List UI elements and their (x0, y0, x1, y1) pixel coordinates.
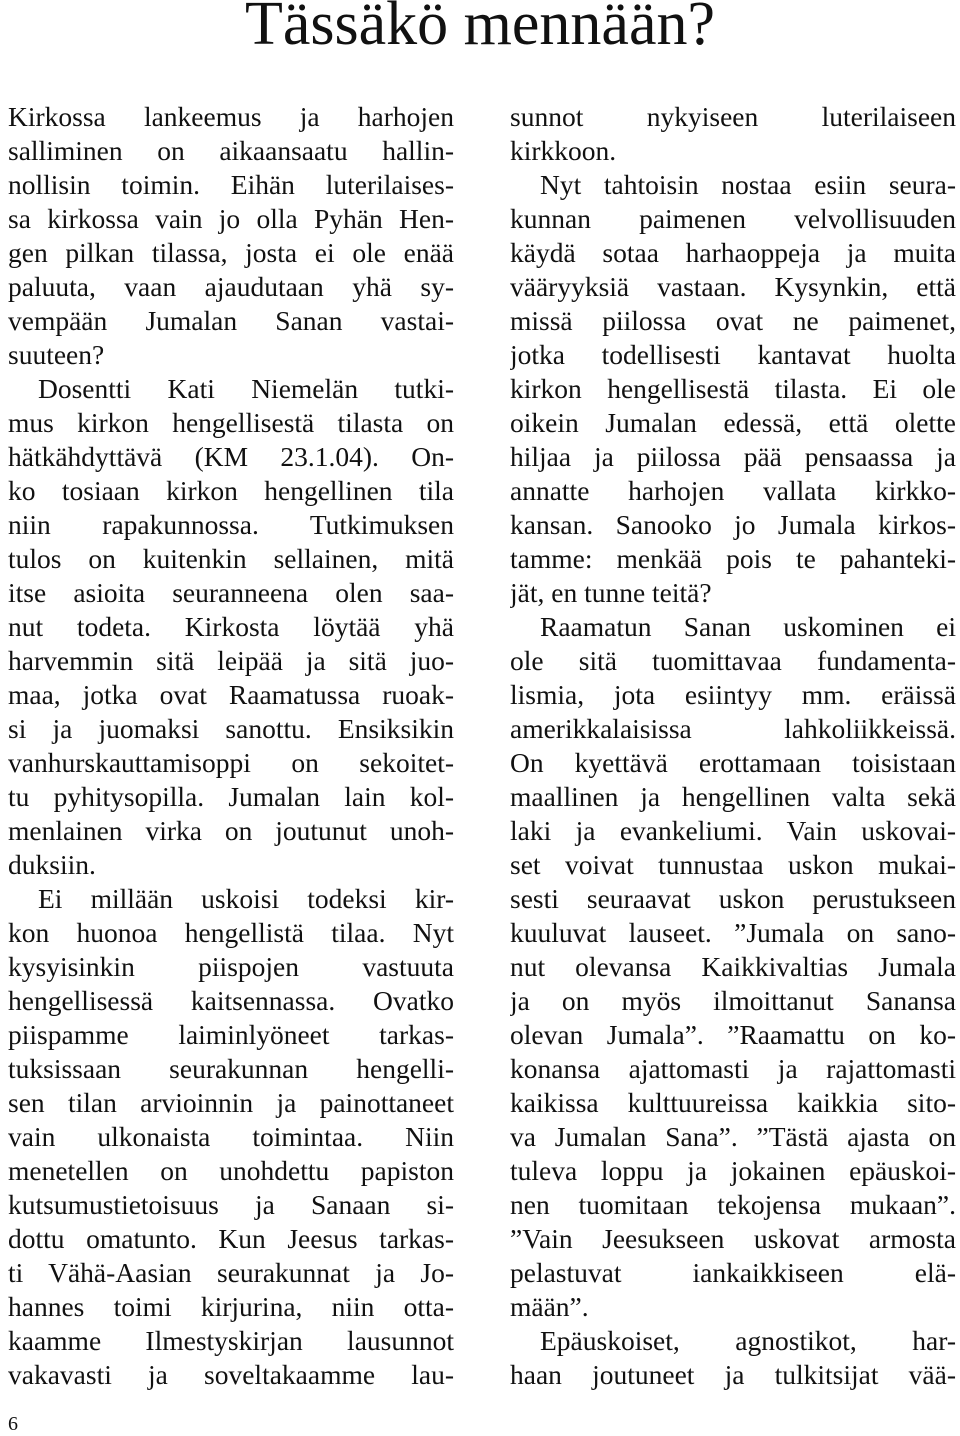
text-line: jotka todellisesti kantavat huolta (510, 339, 956, 370)
text-line: menlainen virka on joutunut unoh- (8, 815, 454, 846)
text-line: tuleva loppu ja jokainen epäuskoi- (510, 1155, 956, 1186)
text-line: kaamme Ilmestyskirjan lausunnot (8, 1325, 454, 1356)
text-line: Nyt tahtoisin nostaa esiin seura- (540, 169, 956, 200)
text-line: sesti seuraavat uskon perustukseen (510, 883, 956, 914)
text-line: konansa ajattomasti ja rajattomasti (510, 1053, 956, 1084)
text-line: maallinen ja hengellinen valta sekä (510, 781, 956, 812)
text-line: vain ulkonaista toimintaa. Niin (8, 1121, 454, 1152)
text-line: piispamme laiminlyöneet tarkas- (8, 1019, 454, 1050)
text-line: vempään Jumalan Sanan vastai- (8, 305, 454, 336)
text-line: tamme: menkää pois te pahanteki- (510, 543, 956, 574)
text-line: hätkähdyttävä (KM 23.1.04). On- (8, 441, 454, 472)
left-column (8, 100, 454, 1390)
text-line: kon huonoa hengellistä tilaa. Nyt (8, 917, 454, 948)
right-column (510, 100, 956, 1390)
text-line: käydä sotaa harhaoppeja ja muita (510, 237, 956, 268)
text-line: ja on myös ilmoittanut Sanansa (510, 985, 956, 1016)
text-line: set voivat tunnustaa uskon mukai- (510, 849, 956, 880)
text-line: harvemmin sitä leipää ja sitä juo- (8, 645, 454, 676)
text-line: kutsumustietoisuus ja Sanaan si- (8, 1189, 454, 1220)
text-line: kansan. Sanooko jo Jumala kirkos- (510, 509, 956, 540)
text-line: ti Vähä-Aasian seurakunnat ja Jo- (8, 1257, 454, 1288)
text-line: missä piilossa ovat ne paimenet, (510, 305, 956, 336)
text-line: mus kirkon hengellisestä tilasta on (8, 407, 454, 438)
text-line: pelastuvat iankaikkiseen elä- (510, 1257, 956, 1288)
text-line: paluuta, vaan ajaudutaan yhä sy- (8, 271, 454, 302)
text-line: hengellisessä kaitsennassa. Ovatko (8, 985, 454, 1016)
text-line: nen tuomitaan tekojensa mukaan”. (510, 1189, 956, 1220)
text-line: nut todeta. Kirkosta löytää yhä (8, 611, 454, 642)
text-line: amerikkalaisissa lahkoliikkeissä. (510, 713, 956, 744)
text-line: tulos on kuitenkin sellainen, mitä (8, 543, 454, 574)
text-line: kirkkoon. (510, 135, 617, 166)
text-line: mään”. (510, 1291, 589, 1322)
text-line: On kyettävä erottamaan toisistaan (510, 747, 956, 778)
text-line: salliminen on aikaansaatu hallin- (8, 135, 454, 166)
text-line: nut olevansa Kaikkivaltias Jumala (510, 951, 956, 982)
text-line: va Jumalan Sana”. ”Tästä ajasta on (510, 1121, 956, 1152)
text-line: olevan Jumala”. ”Raamattu on ko- (510, 1019, 956, 1050)
text-line: sa kirkossa vain jo olla Pyhän Hen- (8, 203, 454, 234)
text-line: hiljaa ja piilossa pää pensaassa ja (510, 441, 956, 472)
text-line: nollisin toimin. Eihän luterilaises- (8, 169, 454, 200)
text-line: hannes toimi kirjurina, niin otta- (8, 1291, 454, 1322)
page-number: 6 (8, 1413, 18, 1435)
text-line: Kirkossa lankeemus ja harhojen (8, 101, 454, 132)
text-line: sunnot nykyiseen luterilaiseen (510, 101, 956, 132)
text-line: Dosentti Kati Niemelän tutki- (38, 373, 454, 404)
text-line: laki ja evankeliumi. Vain uskovai- (510, 815, 956, 846)
text-line: gen pilkan tilassa, josta ei ole enää (8, 237, 454, 268)
text-line: dottu omatunto. Kun Jeesus tarkas- (8, 1223, 454, 1254)
text-line: si ja juomaksi sanottu. Ensiksikin (8, 713, 454, 744)
text-line: Raamatun Sanan uskominen ei (540, 611, 956, 642)
text-line: suuteen? (8, 339, 105, 370)
text-line: kaikissa kulttuureissa kaikkia sito- (510, 1087, 956, 1118)
text-line: ko tosiaan kirkon hengellinen tila (8, 475, 454, 506)
text-line: lismia, jota esiintyy mm. eräissä (510, 679, 956, 710)
text-line: niin rapakunnossa. Tutkimuksen (8, 509, 454, 540)
page-title: Tässäkö mennään? (245, 0, 715, 58)
text-line: Epäuskoiset, agnostikot, har- (540, 1325, 956, 1356)
text-line: kuuluvat lauseet. ”Jumala on sano- (510, 917, 956, 948)
text-line: oikein Jumalan edessä, että olette (510, 407, 956, 438)
text-line: jät, en tunne teitä? (510, 577, 712, 608)
text-line: haan joutuneet ja tulkitsijat vää- (510, 1359, 956, 1390)
text-line: ”Vain Jeesukseen uskovat armosta (510, 1223, 956, 1254)
text-line: kirkon hengellisestä tilasta. Ei ole (510, 373, 956, 404)
text-line: annatte harhojen vallata kirkko- (510, 475, 956, 506)
text-line: Ei millään uskoisi todeksi kir- (38, 883, 454, 914)
text-line: duksiin. (8, 849, 96, 880)
text-line: kunnan paimenen velvollisuuden (510, 203, 956, 234)
text-line: menetellen on unohdettu papiston (8, 1155, 454, 1186)
text-line: tuksissaan seurakunnan hengelli- (8, 1053, 454, 1084)
text-line: sen tilan arvioinnin ja painottaneet (8, 1087, 454, 1118)
text-line: maa, jotka ovat Raamatussa ruoak- (8, 679, 454, 710)
text-line: vääryyksiä vastaan. Kysynkin, että (510, 271, 956, 302)
text-line: kysyisinkin piispojen vastuuta (8, 951, 454, 982)
text-line: itse asioita seuranneena olen saa- (8, 577, 454, 608)
text-line: vanhurskauttamisoppi on sekoitet- (8, 747, 454, 778)
text-line: ole sitä tuomittavaa fundamenta- (510, 645, 956, 676)
text-line: vakavasti ja soveltakaamme lau- (8, 1359, 454, 1390)
text-line: tu pyhitysopilla. Jumalan lain kol- (8, 781, 454, 812)
